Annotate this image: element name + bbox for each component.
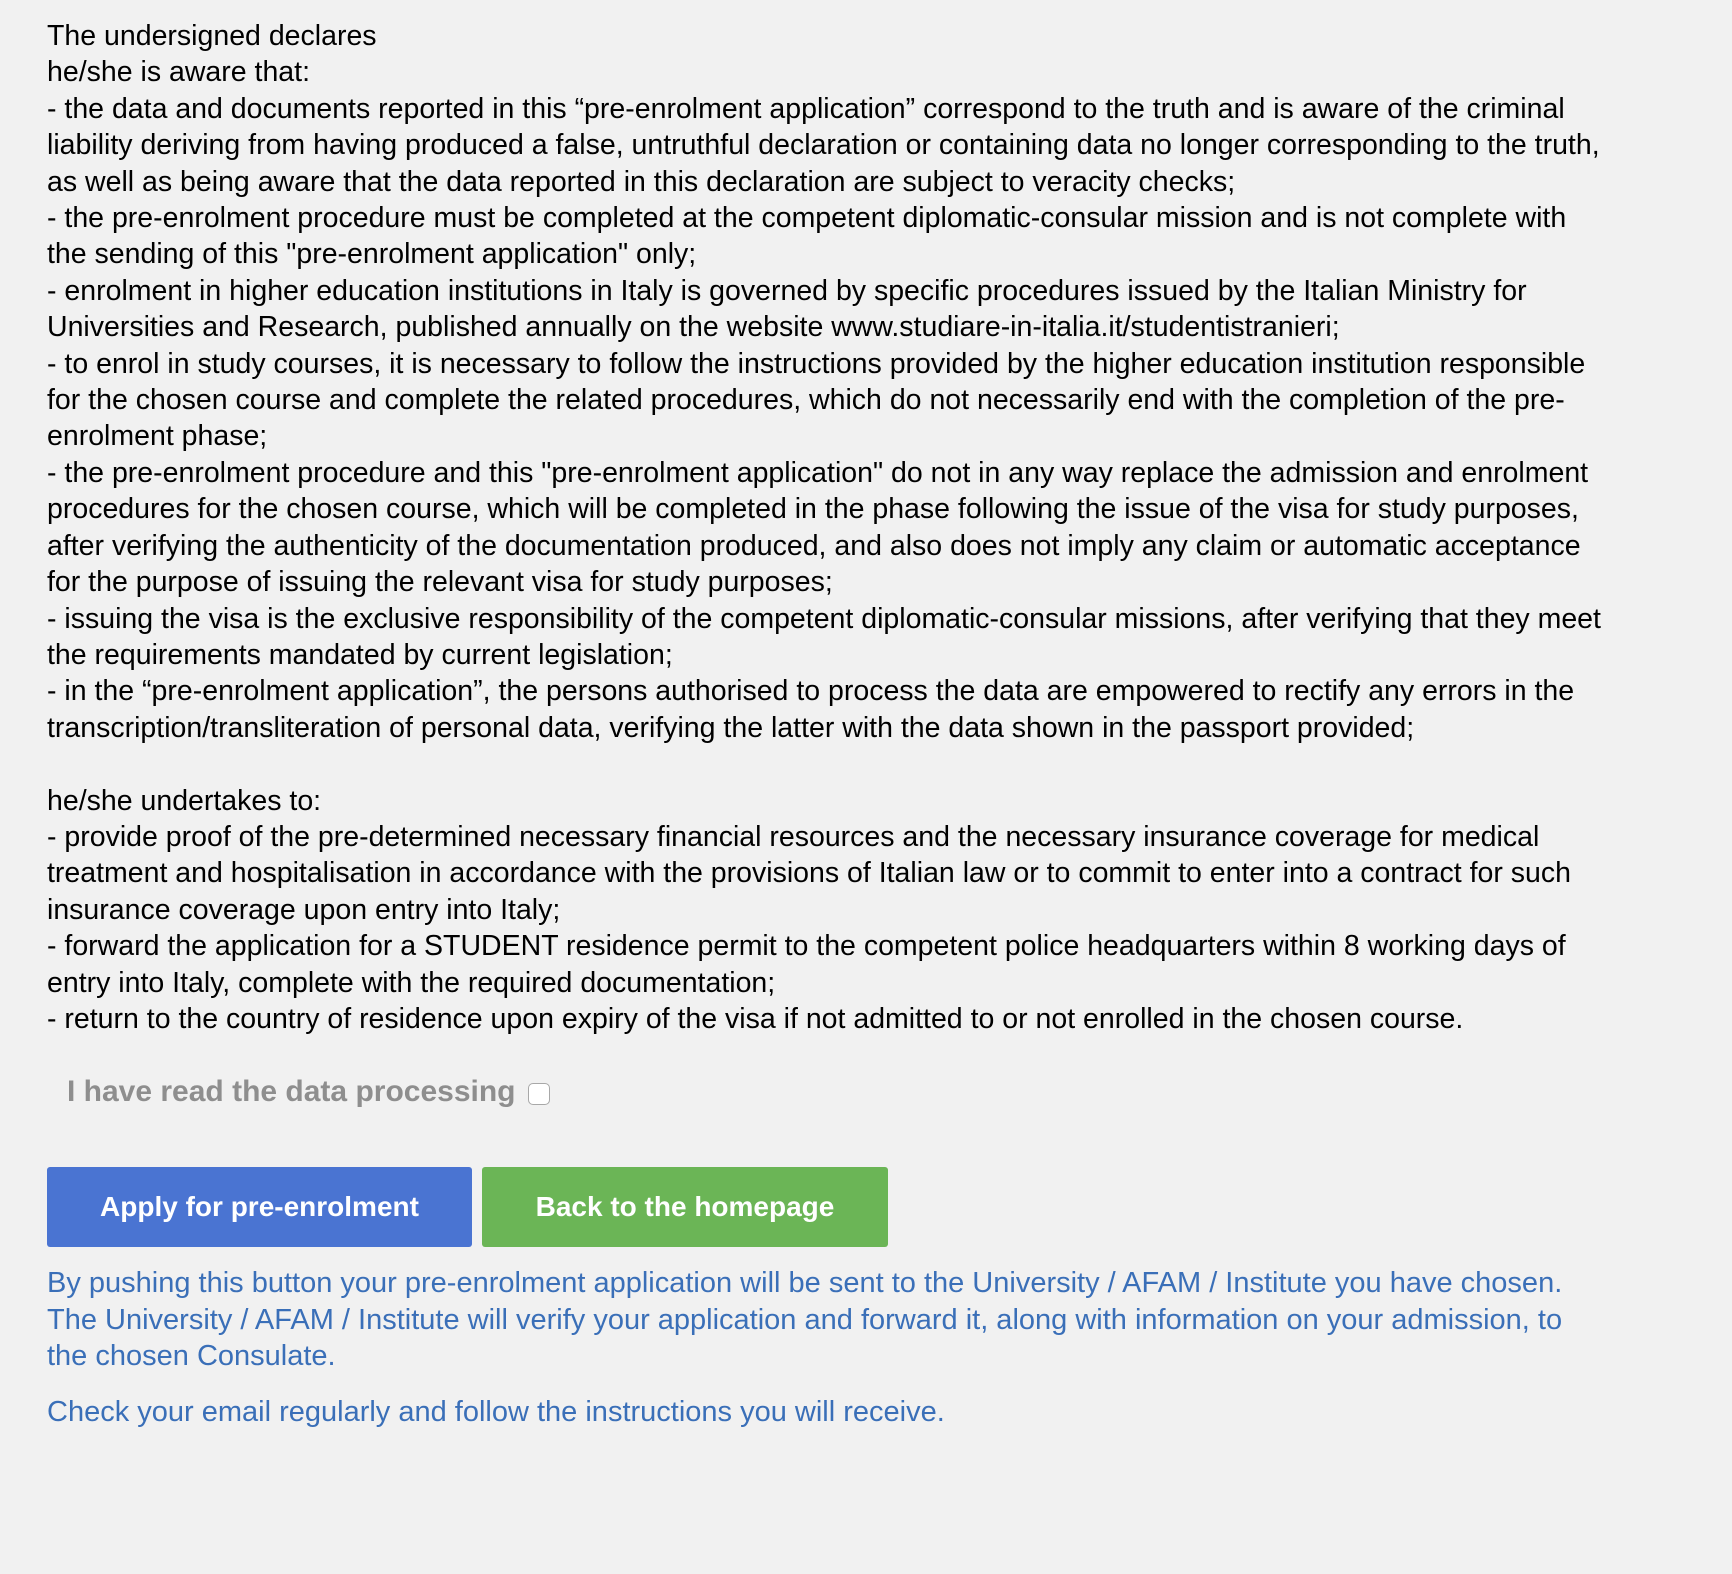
- undertakes-item: - return to the country of residence upon expiry of the visa if not admitted to or not enrolled in the chosen course.: [47, 1002, 1464, 1035]
- email-info-note: Check your email regularly and follow the instructions you will receive.: [47, 1395, 945, 1428]
- aware-item: - the pre-enrolment procedure and this "pre-enrolment application" do not in any way replace the admission and enrolment procedures for the chosen course, which will be completed in the phase following the issue of the visa for study purposes, after verifying the authenticity of the documentation produced, and also does not imply any claim or automatic acceptance for the purpose of issuing the relevant visa for study purposes;: [47, 456, 1589, 599]
- action-buttons: [47, 1167, 1605, 1247]
- apply-pre-enrolment-button[interactable]: Apply for pre-enrolment: [47, 1167, 472, 1247]
- aware-intro: he/she is aware that:: [47, 56, 310, 89]
- undertakes-intro: he/she undertakes to:: [47, 784, 322, 817]
- declaration-text: [47, 18, 1605, 1037]
- aware-item: - to enrol in study courses, it is necessary to follow the instructions provided by the higher education institution responsible for the chosen course and complete the related procedures, which do not necessarily end with the completion of the pre-enrolment phase;: [47, 347, 1586, 453]
- back-to-homepage-button[interactable]: Back to the homepage: [482, 1167, 888, 1247]
- submit-info-note: By pushing this button your pre-enrolment application will be sent to the University / AFAM / Institute you have chosen. The University / AFAM / Institute will verify your application and forward it, along with information on your admission, to the chosen Consulate.: [47, 1267, 1563, 1373]
- aware-item: - enrolment in higher education institutions in Italy is governed by specific procedures issued by the Italian Ministry for Universities and Research, published annually on the website www.studiare-in-italia.it/studentistranieri;: [47, 274, 1527, 344]
- paragraph-gap: [47, 746, 1605, 782]
- consent-checkbox[interactable]: [528, 1083, 550, 1105]
- declaration-heading: The undersigned declares: [47, 20, 377, 52]
- aware-item: - issuing the visa is the exclusive responsibility of the competent diplomatic-consular missions, after verifying that they meet the requirements mandated by current legislation;: [47, 602, 1601, 671]
- consent-label: I have read the data processing: [67, 1075, 516, 1109]
- undertakes-item: - provide proof of the pre-determined necessary financial resources and the necessary insurance coverage for medical treatment and hospitalisation in accordance with the provisions of Italian law or to commit to enter into a contract for such insurance coverage upon entry into Italy;: [47, 820, 1571, 926]
- aware-item: - in the “pre-enrolment application”, the persons authorised to process the data are empowered to rectify any errors in the transcription/transliteration of personal data, verifying the latter with the data shown in the passport provided;: [47, 675, 1575, 744]
- data-processing-consent: [67, 1075, 1605, 1109]
- aware-item: - the data and documents reported in this “pre-enrolment application” correspond to the truth and is aware of the criminal liability deriving from having produced a false, untruthful declaration or containing data no longer corresponding to the truth, as well as being aware that the data reported in this declaration are subject to veracity checks;: [47, 92, 1600, 198]
- aware-item: - the pre-enrolment procedure must be completed at the competent diplomatic-consular mission and is not complete with the sending of this "pre-enrolment application" only;: [47, 202, 1567, 271]
- undertakes-item: - forward the application for a STUDENT residence permit to the competent police headquarters within 8 working days of entry into Italy, complete with the required documentation;: [47, 930, 1566, 999]
